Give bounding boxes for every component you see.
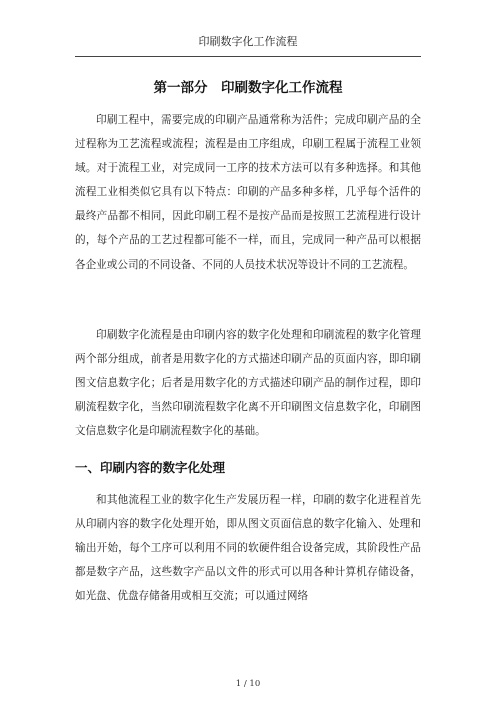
section-heading: 一、印刷内容的数字化处理 [75,460,226,475]
body-paragraph-2: 印刷数字化流程是由印刷内容的数字化处理和印刷流程的数字化管理两个部分组成，前者是用数字化的方式描述印刷产品的页面内容，即印刷图文信息数字化；后者是用数字化的方式描述印刷产品的制作过程，即印刷流程数字化，当然印刷流程数字化离不开印刷图文信息数字化，印刷图文信息数字化是印刷流程数字化的基础。 [75,329,421,438]
section-paragraph: 和其他流程工业的数字化生产发展历程一样，印刷的数字化进程首先从印刷内容的数字化处理开始，即从图文页面信息的数字化输入、处理和输出开始，每个工序可以利用不同的软硬件组合设备完成，其阶段性产品都是数字产品，这些数字产品以文件的形式可以用各种计算机存储设备，如光盘、优盘存储备用或相互交流；可以通过网络 [75,494,421,603]
page-title: 第一部分 印刷数字化工作流程 [153,80,343,96]
running-header: 印刷数字化工作流程 [198,35,298,48]
header-divider [75,56,421,57]
body-paragraph-1: 印刷工程中，需要完成的印刷产品通常称为活件；完成印刷产品的全过程称为工艺流程或流程；流程是由工序组成，印刷工程属于流程工业领域。对于流程工业，对完成同一工序的技术方法可以有多种选择。和其他流程工业相类似它具有以下特点：印刷的产品多种多样，几乎每个活件的最终产品都不相同，因此印刷工程不是按产品而是按照工艺流程进行设计的，每个产品的工艺过程都可能不一样，而且，完成同一种产品可以根据各企业或公司的不同设备、不同的人员技术状况等设计不同的工艺流程。 [75,114,421,271]
page-number: 1 / 10 [235,679,261,689]
